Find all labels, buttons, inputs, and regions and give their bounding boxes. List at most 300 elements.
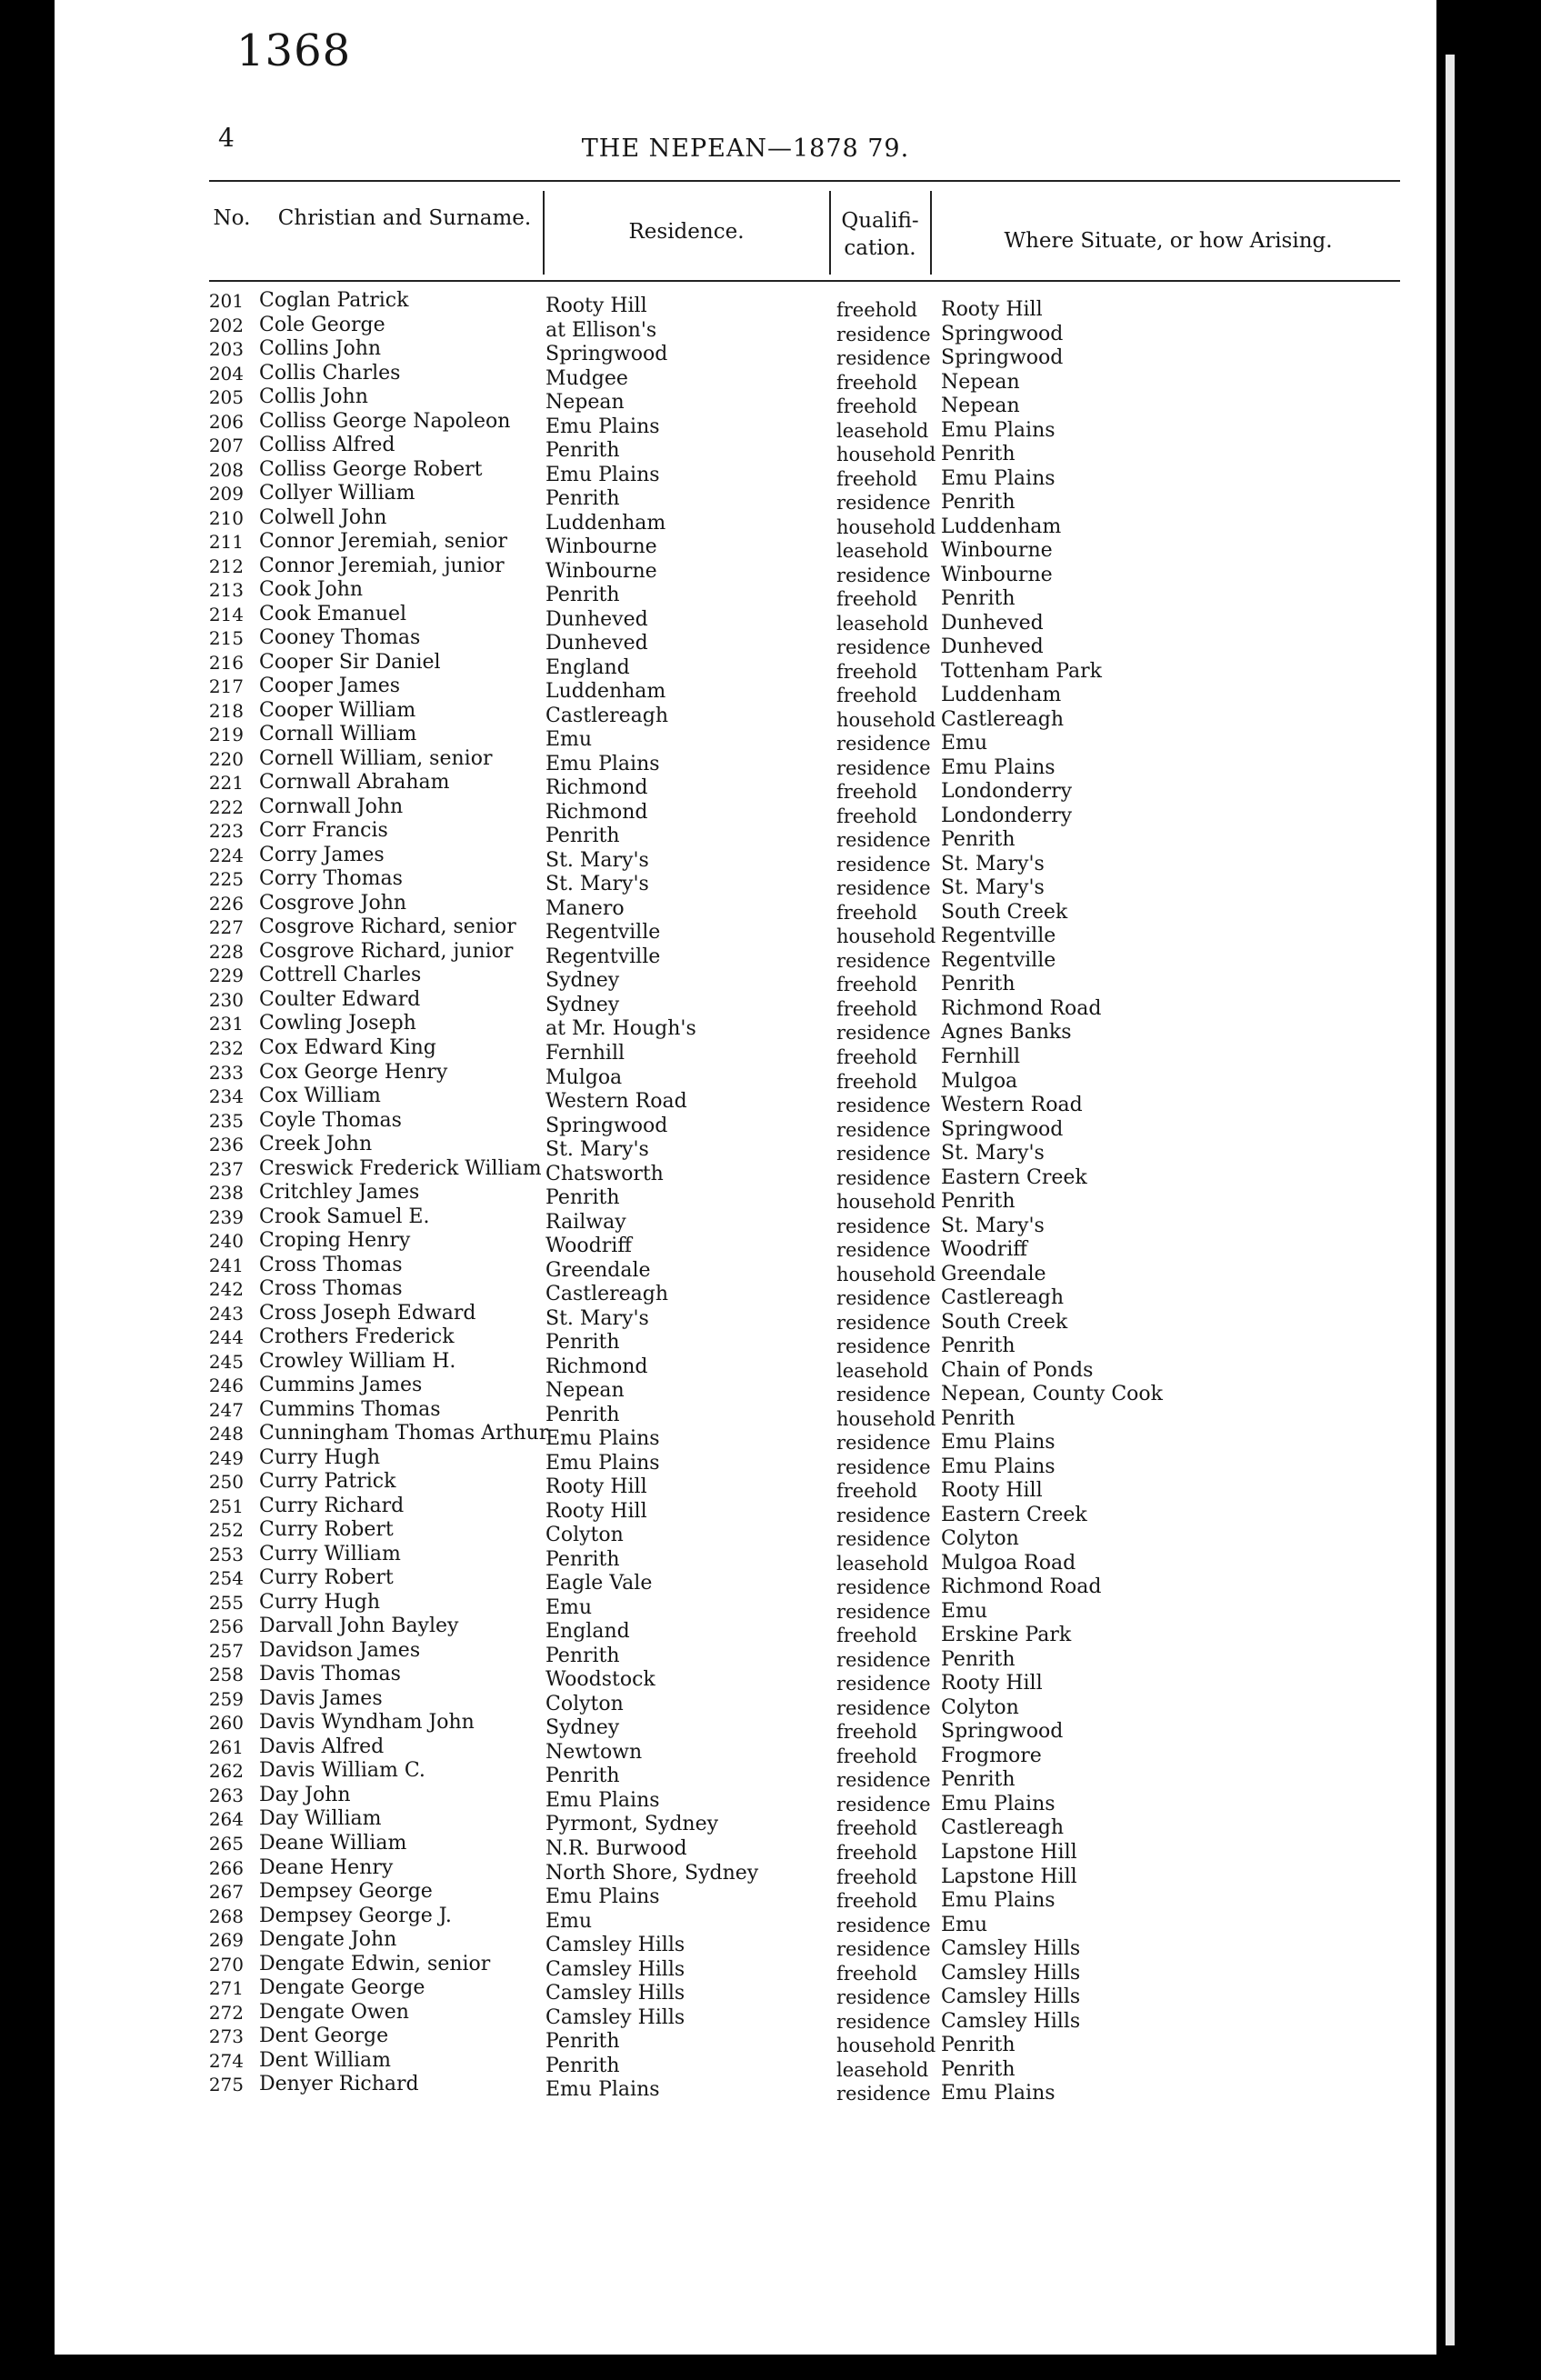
table-row [55, 819, 1436, 852]
entry-residence: Newtown [545, 1740, 643, 1764]
entry-where: Tottenham Park [941, 659, 1102, 683]
entry-name: Crowley William H. [259, 1349, 456, 1373]
entry-where: Penrith [941, 1190, 1016, 1214]
entry-qualification: freehold [836, 1745, 917, 1767]
entry-qualification: residence [836, 733, 931, 755]
entry-number: 256 [208, 1615, 244, 1638]
entry-name: Creek John [259, 1133, 373, 1156]
entry-where: St. Mary's [941, 1214, 1045, 1237]
table-row [55, 964, 1436, 996]
entry-qualification: freehold [836, 1070, 917, 1093]
entry-residence: Fernhill [545, 1041, 625, 1065]
entry-residence: at Ellison's [545, 318, 657, 342]
entry-name: Cox Edward King [259, 1035, 436, 1059]
entry-qualification: household [836, 2035, 936, 2057]
entry-qualification: household [836, 708, 936, 731]
table-row [55, 1085, 1436, 1117]
entry-name: Cooper Sir Daniel [259, 650, 441, 674]
entry-residence: Nepean [545, 391, 625, 415]
entry-name: Cottrell Charles [259, 964, 422, 987]
entry-qualification: freehold [836, 299, 917, 321]
entry-qualification: freehold [836, 685, 917, 707]
table-row [55, 1638, 1436, 1671]
entry-number: 207 [208, 435, 244, 457]
table-row [55, 313, 1436, 345]
table-row [55, 2073, 1436, 2105]
entry-name: Day William [259, 1807, 382, 1831]
entry-residence: Greendale [545, 1258, 651, 1282]
entry-where: Eastern Creek [941, 1503, 1087, 1526]
table-row [55, 530, 1436, 563]
entry-where: Eastern Creek [941, 1165, 1087, 1189]
entry-qualification: leasehold [836, 612, 929, 635]
entry-residence: Springwood [545, 343, 668, 366]
entry-residence: Penrith [545, 584, 620, 607]
entry-name: Cosgrove John [259, 891, 407, 915]
entry-where: Springwood [941, 1720, 1064, 1744]
header-no: No. [213, 206, 251, 230]
header-qualification: Qualifi-cation. [841, 209, 919, 260]
entry-where: Nepean, County Cook [941, 1383, 1163, 1406]
entry-residence: Penrith [545, 2054, 620, 2077]
entry-name: Cornwall John [259, 795, 404, 818]
entry-residence: Mudgee [545, 366, 628, 390]
entry-where: Mulgoa Road [941, 1551, 1076, 1575]
entry-residence: Emu [545, 1595, 593, 1619]
entry-where: Penrith [941, 491, 1016, 515]
table-row [55, 1735, 1436, 1767]
entry-name: Cummins James [259, 1374, 423, 1397]
entry-qualification: residence [836, 1576, 931, 1599]
table-row [55, 1108, 1436, 1141]
table-row [55, 771, 1436, 804]
entry-residence: Penrith [545, 1331, 620, 1355]
entry-where: Winbourne [941, 563, 1053, 586]
entry-where: Penrith [941, 2034, 1016, 2057]
entry-number: 223 [208, 820, 244, 843]
table-row [55, 1349, 1436, 1382]
entry-where: Nepean [941, 395, 1020, 418]
entry-qualification: residence [836, 949, 931, 972]
entry-name: Critchley James [259, 1181, 420, 1205]
entry-number: 257 [208, 1639, 244, 1662]
entry-where: Luddenham [941, 684, 1062, 707]
table-row [55, 1952, 1436, 1985]
entry-number: 253 [208, 1543, 244, 1565]
entry-residence: Regentville [545, 921, 661, 945]
entry-qualification: leasehold [836, 419, 929, 442]
entry-number: 235 [208, 1109, 244, 1132]
entry-where: Penrith [941, 973, 1016, 996]
entry-qualification: residence [836, 1118, 931, 1141]
entry-number: 264 [208, 1808, 244, 1831]
entry-residence: Nepean [545, 1379, 625, 1403]
entry-qualification: freehold [836, 1962, 917, 1985]
entry-residence: Penrith [545, 1644, 620, 1667]
entry-residence: Emu Plains [545, 463, 660, 486]
entry-where: Emu Plains [941, 418, 1056, 442]
entry-name: Corr Francis [259, 819, 388, 843]
entry-number: 258 [208, 1664, 244, 1686]
entry-number: 263 [208, 1784, 244, 1806]
entry-number: 245 [208, 1350, 244, 1373]
table-row [55, 2025, 1436, 2057]
entry-number: 220 [208, 747, 244, 770]
entry-name: Collis John [259, 385, 368, 409]
entry-residence: St. Mary's [545, 873, 649, 896]
entry-name: Colwell John [259, 505, 387, 529]
table-row [55, 1133, 1436, 1165]
entry-residence: Colyton [545, 1692, 624, 1715]
entry-number: 262 [208, 1760, 244, 1783]
table-row [55, 1542, 1436, 1575]
entry-residence: Penrith [545, 1403, 620, 1426]
entry-number: 208 [208, 458, 244, 481]
entry-qualification: residence [836, 636, 931, 659]
table-row [55, 1397, 1436, 1430]
entry-residence: Eagle Vale [545, 1572, 653, 1595]
entry-where: Rooty Hill [941, 298, 1043, 321]
entry-qualification: residence [836, 1600, 931, 1623]
entry-residence: Sydney [545, 993, 620, 1016]
register-table [55, 289, 1436, 2105]
entry-number: 236 [208, 1134, 244, 1156]
entry-number: 210 [208, 506, 244, 529]
entry-number: 239 [208, 1205, 244, 1228]
entry-residence: Penrith [545, 1765, 620, 1788]
entry-number: 270 [208, 1953, 244, 1975]
table-row [55, 1229, 1436, 1262]
header-name: Christian and Surname. [277, 206, 532, 230]
entry-residence: Railway [545, 1210, 626, 1234]
entry-qualification: freehold [836, 901, 917, 924]
entry-name: Curry William [259, 1542, 401, 1565]
table-row [55, 1470, 1436, 1503]
table-row [55, 1156, 1436, 1189]
entry-number: 214 [208, 603, 244, 625]
entry-number: 201 [208, 290, 244, 312]
entry-qualification: residence [836, 564, 931, 586]
header-residence: Residence. [628, 220, 745, 244]
entry-name: Cornall William [259, 723, 417, 746]
entry-name: Crothers Frederick [259, 1325, 455, 1349]
entry-number: 238 [208, 1182, 244, 1205]
entry-qualification: residence [836, 1311, 931, 1334]
entry-number: 202 [208, 314, 244, 336]
entry-qualification: freehold [836, 1842, 917, 1864]
entry-number: 226 [208, 892, 244, 915]
entry-qualification: residence [836, 2010, 931, 2033]
entry-number: 232 [208, 1036, 244, 1059]
entry-residence: Camsley Hills [545, 1982, 685, 2005]
table-row [55, 361, 1436, 394]
table-row [55, 867, 1436, 900]
entry-qualification: residence [836, 2083, 931, 2105]
entry-name: Cornwall Abraham [259, 771, 450, 795]
entry-number: 204 [208, 362, 244, 385]
entry-number: 267 [208, 1881, 244, 1904]
entry-name: Cooper William [259, 698, 416, 722]
entry-residence: Penrith [545, 825, 620, 848]
entry-number: 225 [208, 868, 244, 891]
entry-name: Connor Jeremiah, junior [259, 554, 505, 577]
entry-qualification: residence [836, 1166, 931, 1189]
entry-number: 227 [208, 916, 244, 939]
entry-qualification: residence [836, 323, 931, 345]
entry-where: Dunheved [941, 635, 1044, 659]
entry-number: 273 [208, 2025, 244, 2048]
entry-residence: Penrith [545, 2030, 620, 2054]
entry-where: South Creek [941, 900, 1068, 924]
entry-name: Curry Hugh [259, 1590, 381, 1614]
entry-name: Davis William C. [259, 1759, 425, 1783]
entry-number: 213 [208, 579, 244, 602]
table-row [55, 1181, 1436, 1214]
entry-number: 250 [208, 1471, 244, 1494]
entry-name: Coyle Thomas [259, 1108, 402, 1132]
table-row [55, 554, 1436, 586]
entry-where: Fernhill [941, 1045, 1021, 1068]
entry-where: Rooty Hill [941, 1479, 1043, 1503]
entry-residence: Chatsworth [545, 1162, 664, 1185]
entry-number: 266 [208, 1856, 244, 1879]
entry-qualification: freehold [836, 1817, 917, 1840]
entry-where: Regentville [941, 948, 1056, 972]
entry-qualification: household [836, 515, 936, 538]
entry-qualification: freehold [836, 974, 917, 996]
entry-number: 234 [208, 1085, 244, 1108]
entry-name: Cosgrove Richard, senior [259, 915, 516, 939]
entry-number: 242 [208, 1278, 244, 1301]
entry-residence: Manero [545, 896, 625, 920]
entry-number: 224 [208, 844, 244, 866]
table-row [55, 1012, 1436, 1045]
entry-qualification: residence [836, 756, 931, 779]
entry-where: Colyton [941, 1695, 1019, 1719]
entry-number: 275 [208, 2074, 244, 2096]
entry-where: Woodriff [941, 1238, 1027, 1262]
table-row [55, 1205, 1436, 1237]
entry-name: Curry Hugh [259, 1445, 381, 1469]
table-row [55, 1976, 1436, 2009]
entry-where: Dunheved [941, 611, 1044, 635]
entry-residence: Emu Plains [545, 415, 660, 438]
table-row [55, 746, 1436, 779]
table-row [55, 626, 1436, 659]
entry-number: 240 [208, 1230, 244, 1253]
table-row [55, 602, 1436, 635]
entry-where: Greendale [941, 1262, 1046, 1285]
table-row [55, 385, 1436, 418]
entry-name: Coulter Edward [259, 987, 421, 1011]
table-row [55, 1494, 1436, 1526]
entry-name: Davidson James [259, 1638, 421, 1662]
entry-where: Penrith [941, 1406, 1016, 1430]
entry-name: Curry Robert [259, 1566, 394, 1590]
entry-where: Regentville [941, 925, 1056, 948]
entry-where: Emu Plains [941, 2082, 1056, 2105]
entry-qualification: freehold [836, 1625, 917, 1647]
table-row [55, 1325, 1436, 1358]
column-divider [930, 191, 932, 275]
entry-name: Davis Thomas [259, 1663, 401, 1686]
entry-name: Davis Alfred [259, 1735, 385, 1758]
entry-where: Richmond Road [941, 1575, 1102, 1599]
entry-number: 255 [208, 1591, 244, 1614]
entry-number: 219 [208, 724, 244, 746]
entry-number: 206 [208, 410, 244, 433]
entry-name: Cunningham Thomas Arthur [259, 1422, 549, 1445]
entry-qualification: residence [836, 1504, 931, 1526]
entry-residence: Dunheved [545, 632, 648, 655]
entry-qualification: household [836, 1263, 936, 1285]
entry-qualification: residence [836, 1696, 931, 1719]
entry-qualification: freehold [836, 467, 917, 490]
entry-residence: Richmond [545, 1355, 648, 1378]
entry-qualification: residence [836, 347, 931, 370]
table-row [55, 1759, 1436, 1792]
table-row [55, 2048, 1436, 2081]
entry-where: St. Mary's [941, 852, 1045, 875]
table-row [55, 723, 1436, 755]
entry-where: Penrith [941, 1647, 1016, 1671]
entry-qualification: residence [836, 853, 931, 875]
entry-residence: Winbourne [545, 559, 657, 583]
entry-name: Deane Henry [259, 1855, 394, 1879]
entry-name: Denyer Richard [259, 2073, 419, 2096]
table-row [55, 1832, 1436, 1864]
column-divider [829, 191, 831, 275]
entry-name: Colliss George Robert [259, 457, 483, 481]
entry-qualification: residence [836, 1455, 931, 1478]
entry-where: Penrith [941, 587, 1016, 611]
entry-qualification: household [836, 444, 936, 466]
entry-qualification: residence [836, 1143, 931, 1165]
table-row [55, 1060, 1436, 1093]
entry-qualification: residence [836, 1528, 931, 1551]
entry-number: 230 [208, 988, 244, 1011]
entry-number: 269 [208, 1929, 244, 1952]
entry-residence: Woodstock [545, 1668, 655, 1692]
entry-number: 212 [208, 555, 244, 577]
entry-where: Penrith [941, 1768, 1016, 1792]
entry-where: St. Mary's [941, 1142, 1045, 1165]
entry-residence: Emu Plains [545, 1788, 660, 1812]
entry-where: Emu Plains [941, 1431, 1056, 1455]
entry-number: 247 [208, 1398, 244, 1421]
entry-where: Emu Plains [941, 755, 1056, 779]
table-row [55, 409, 1436, 442]
entry-number: 268 [208, 1905, 244, 1927]
entry-name: Collyer William [259, 482, 415, 505]
table-row [55, 1590, 1436, 1623]
entry-where: Mulgoa [941, 1069, 1018, 1093]
entry-residence: Colyton [545, 1524, 624, 1547]
entry-name: Connor Jeremiah, senior [259, 530, 507, 554]
table-row [55, 891, 1436, 924]
entry-residence: St. Mary's [545, 1306, 649, 1330]
entry-number: 274 [208, 2049, 244, 2072]
entry-where: Penrith [941, 2057, 1016, 2081]
entry-name: Dempsey George [259, 1880, 433, 1904]
entry-qualification: freehold [836, 1721, 917, 1744]
entry-residence: Winbourne [545, 535, 657, 559]
entry-qualification: residence [836, 1793, 931, 1815]
entry-name: Cornell William, senior [259, 746, 493, 770]
entry-name: Crook Samuel E. [259, 1205, 430, 1228]
entry-qualification: household [836, 1191, 936, 1214]
entry-name: Darvall John Bayley [259, 1615, 459, 1638]
table-row [55, 939, 1436, 972]
entry-name: Dengate Owen [259, 2000, 409, 2024]
entry-name: Cross Thomas [259, 1253, 403, 1276]
entry-where: Castlereagh [941, 707, 1065, 731]
entry-where: Emu Plains [941, 466, 1056, 490]
entry-name: Dent William [259, 2048, 392, 2072]
table-row [55, 1566, 1436, 1599]
table-row [55, 1518, 1436, 1551]
entry-number: 211 [208, 531, 244, 554]
entry-name: Cox William [259, 1085, 381, 1108]
header-rule-bottom [209, 280, 1400, 282]
entry-residence: Camsley Hills [545, 1934, 685, 1957]
header-where: Where Situate, or how Arising. [1004, 229, 1333, 253]
entry-qualification: residence [836, 1648, 931, 1671]
entry-residence: Rooty Hill [545, 295, 647, 317]
table-row [55, 289, 1436, 321]
entry-name: Cook Emanuel [259, 602, 407, 625]
entry-number: 261 [208, 1735, 244, 1758]
entry-residence: Woodriff [545, 1235, 632, 1258]
entry-qualification: household [836, 1407, 936, 1430]
entry-name: Creswick Frederick William [259, 1156, 542, 1180]
entry-where: Winbourne [941, 539, 1053, 563]
entry-name: Davis Wyndham John [259, 1711, 475, 1735]
entry-qualification: residence [836, 1938, 931, 1961]
entry-qualification: residence [836, 492, 931, 515]
entry-where: Castlereagh [941, 1816, 1065, 1840]
entry-where: Lapstone Hill [941, 1841, 1077, 1864]
document-page [55, 0, 1436, 2355]
table-row [55, 1663, 1436, 1695]
header-rule-top [209, 180, 1400, 182]
entry-name: Dengate George [259, 1976, 425, 2000]
entry-residence: England [545, 655, 630, 679]
entry-residence: Camsley Hills [545, 2005, 685, 2029]
table-row [55, 987, 1436, 1020]
entry-qualification: residence [836, 1384, 931, 1406]
entry-residence: Emu Plains [545, 2078, 660, 2102]
entry-name: Collis Charles [259, 361, 401, 385]
entry-name: Corry Thomas [259, 867, 403, 891]
entry-residence: Rooty Hill [545, 1475, 647, 1499]
entry-number: 251 [208, 1495, 244, 1517]
table-row [55, 1855, 1436, 1888]
entry-where: Camsley Hills [941, 1961, 1081, 1985]
table-row [55, 795, 1436, 827]
entry-name: Croping Henry [259, 1229, 411, 1253]
entry-where: Springwood [941, 322, 1064, 345]
table-row [55, 1277, 1436, 1310]
entry-residence: Castlereagh [545, 704, 669, 727]
entry-qualification: residence [836, 829, 931, 852]
entry-residence: Springwood [545, 1114, 668, 1137]
entry-qualification: freehold [836, 997, 917, 1020]
entry-residence: Rooty Hill [545, 1499, 647, 1523]
entry-number: 249 [208, 1446, 244, 1469]
entry-number: 205 [208, 386, 244, 409]
entry-qualification: residence [836, 1095, 931, 1117]
